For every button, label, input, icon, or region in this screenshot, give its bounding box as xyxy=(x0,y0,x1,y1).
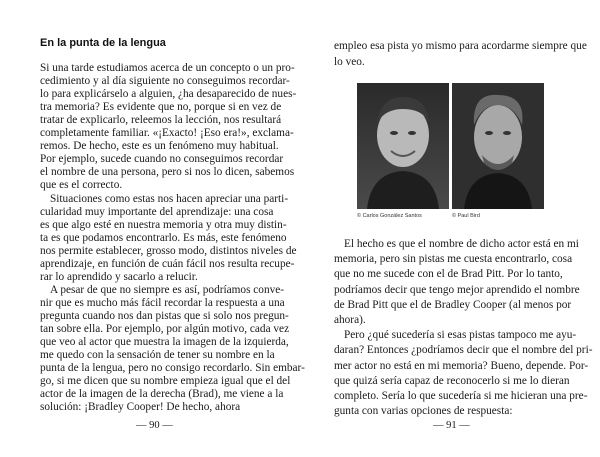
body-line: tratar de explicarlo, releemos la lección, nos resultará xyxy=(40,114,282,127)
body-line: que quizá sería capaz de reconocerlo si me lo dieran xyxy=(334,374,570,387)
body-line: me quedo con la sensación de tener su nombre en la xyxy=(40,349,275,362)
body-line: pregunta cuando nos dan pistas que si solo nos pregun- xyxy=(40,309,289,322)
body-line: empleo esa pista yo mismo para acordarme siempre que xyxy=(334,40,587,52)
body-line: tan sobre ella. Por ejemplo, por algún motivo, cada vez xyxy=(40,323,290,335)
body-line: Si una tarde estudiamos acerca de un concepto o un pro- xyxy=(40,62,295,74)
body-line: lo veo. xyxy=(334,56,365,68)
photo-credit-right: © Paul Bird xyxy=(452,213,480,219)
actor-photo-right xyxy=(452,83,544,209)
page-number: — 91 — xyxy=(433,420,470,431)
photo-credit-left: © Carlos González Santos xyxy=(357,213,422,219)
body-line: cularidad muy importante del aprendizaje: una cosa xyxy=(40,205,274,218)
body-line: rar lo aprendido y sacarlo a relucir. xyxy=(40,270,198,283)
body-line: solución: ¡Bradley Cooper! De hecho, ahora xyxy=(40,401,241,414)
body-line: tra memoria? Es evidente que no, porque si en vez de xyxy=(40,101,282,114)
right-page xyxy=(300,0,600,457)
body-line: cedimiento y al día siguiente no conseguimos recordar- xyxy=(40,75,290,88)
body-line: completo. Sería lo que sucedería si me hicieran una pre- xyxy=(334,390,588,402)
body-line: go, si me dicen que su nombre empieza igual que el del xyxy=(40,375,291,388)
body-line: Por ejemplo, sucede cuando no conseguimos recordar xyxy=(40,153,284,166)
body-line: que es el correcto. xyxy=(40,179,123,192)
body-line: lo para explicárselo a alguien, ¿ha desaparecido de nues- xyxy=(40,88,297,101)
body-line: aprendizaje, en función de cuán fácil nos resulta recupe- xyxy=(40,257,295,270)
body-line: El hecho es que el nombre de dicho actor está en mi xyxy=(344,238,579,250)
body-line: punta de la lengua, pero no consigo recordarlo. Sin embar- xyxy=(40,362,305,375)
body-line: ahora). xyxy=(334,314,366,326)
body-line: completamente familiar. «¡Exacto! ¡Eso era!», exclama- xyxy=(40,127,294,140)
body-line: Situaciones como estas nos hacen apreciar una parti- xyxy=(50,192,289,205)
body-line: remos. De hecho, este es un fenómeno muy habitual. xyxy=(40,140,279,153)
body-line: que veo al actor que muestra la imagen de la izquierda, xyxy=(40,336,289,349)
body-line: ta es que podamos encontrarlo. Es más, este fenómeno xyxy=(40,231,287,244)
body-line: daran? Entonces ¿podríamos decir que el nombre del pri- xyxy=(334,344,593,357)
body-line: memoria, pero sin pistas me cuesta encontrarlo, cosa xyxy=(334,253,573,266)
body-line: nos permite establecer, grosso modo, distintos niveles de xyxy=(40,244,297,257)
page-number: — 90 — xyxy=(136,420,173,431)
body-line: actor de la imagen de la derecha (Brad), me viene a la xyxy=(40,388,284,401)
body-line: de Brad Pitt que el de Bradley Cooper (al menos por xyxy=(334,298,572,311)
body-line: que no me sucede con el de Brad Pitt. Por lo tanto, xyxy=(334,268,563,281)
body-line: A pesar de que no siempre es así, podríamos conve- xyxy=(50,283,285,296)
body-line: mer actor no está en mi memoria? Bueno, depende. Por- xyxy=(334,359,589,372)
body-line: el nombre de una persona, pero si nos lo dicen, sabemos xyxy=(40,166,295,179)
body-line: gunta con varias opciones de respuesta: xyxy=(334,405,513,418)
body-line: es que algo esté en nuestra memoria y otra muy distin- xyxy=(40,218,287,231)
body-line: nir que es mucho más fácil recordar la respuesta a una xyxy=(40,296,285,309)
body-line: Pero ¿qué sucedería si esas pistas tampoco me ayu- xyxy=(344,329,577,342)
section-heading: En la punta de la lengua xyxy=(40,37,166,49)
body-line: podríamos decir que tengo mejor aprendido el nombre xyxy=(334,283,580,296)
actor-photo-left xyxy=(357,83,449,209)
